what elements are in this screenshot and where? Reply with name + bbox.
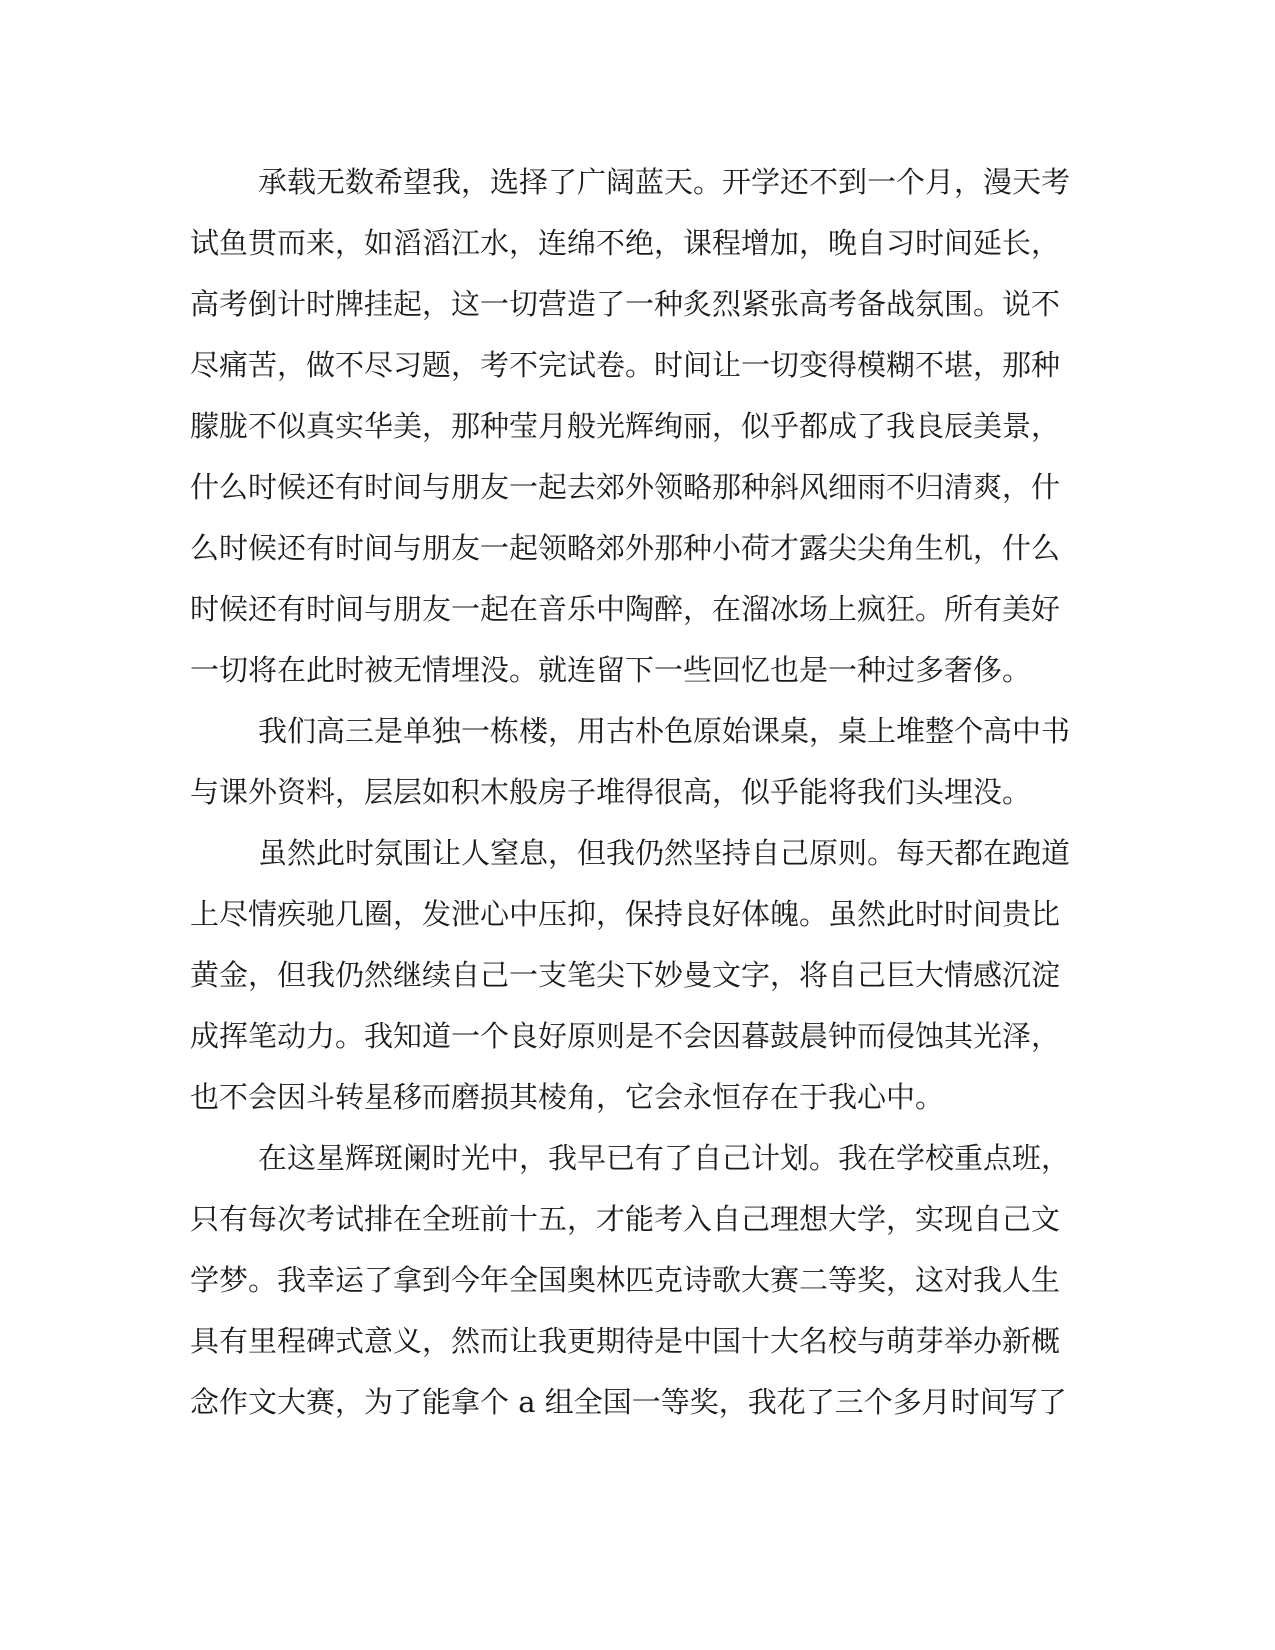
text-line: 时候还有时间与朋友一起在音乐中陶醉，在溜冰场上疯狂。所有美好 xyxy=(190,592,1061,626)
text-line: 尽痛苦，做不尽习题，考不完试卷。时间让一切变得模糊不堪，那种 xyxy=(190,348,1061,382)
text-line: 具有里程碑式意义，然而让我更期待是中国十大名校与萌芽举办新概 xyxy=(190,1324,1061,1358)
text-line: 只有每次考试排在全班前十五，才能考入自己理想大学，实现自己文 xyxy=(190,1202,1061,1236)
text-line: 学梦。我幸运了拿到今年全国奥林匹克诗歌大赛二等奖，这对我人生 xyxy=(190,1263,1061,1297)
text-line: 一切将在此时被无情埋没。就连留下一些回忆也是一种过多奢侈。 xyxy=(190,653,1032,687)
text-line: 什么时候还有时间与朋友一起去郊外领略那种斜风细雨不归清爽，什 xyxy=(190,470,1061,504)
text-line: 虽然此时氛围让人窒息，但我仍然坚持自己原则。每天都在跑道 xyxy=(258,836,1071,870)
text-line: 在这星辉斑阑时光中，我早已有了自己计划。我在学校重点班， xyxy=(258,1141,1071,1175)
text-line: 承载无数希望我，选择了广阔蓝天。开学还不到一个月，漫天考 xyxy=(258,165,1071,199)
text-line: 成挥笔动力。我知道一个良好原则是不会因暮鼓晨钟而侵蚀其光泽， xyxy=(190,1019,1061,1053)
text-line: 与课外资料，层层如积木般房子堆得很高，似乎能将我们头埋没。 xyxy=(190,775,1032,809)
paragraph-2 xyxy=(190,701,1070,823)
text-line: 试鱼贯而来，如滔滔江水，连绵不绝，课程增加，晚自习时间延长， xyxy=(190,226,1061,260)
text-line: 黄金，但我仍然继续自己一支笔尖下妙曼文字，将自己巨大情感沉淀 xyxy=(190,958,1061,992)
paragraph-3 xyxy=(190,823,1070,1128)
text-line: 我们高三是单独一栋楼，用古朴色原始课桌，桌上堆整个高中书 xyxy=(258,714,1071,748)
paragraph-4 xyxy=(190,1128,1070,1433)
text-line: 也不会因斗转星移而磨损其棱角，它会永恒存在于我心中。 xyxy=(190,1080,945,1114)
text-line: 上尽情疾驰几圈，发泄心中压抑，保持良好体魄。虽然此时时间贵比 xyxy=(190,897,1061,931)
text-line: 高考倒计时牌挂起，这一切营造了一种炙烈紧张高考备战氛围。说不 xyxy=(190,287,1061,321)
paragraph-1 xyxy=(190,152,1070,701)
text-line: 念作文大赛，为了能拿个 a 组全国一等奖，我花了三个多月时间写了 xyxy=(190,1385,1067,1419)
document-page xyxy=(190,152,1070,1433)
text-line: 么时候还有时间与朋友一起领略郊外那种小荷才露尖尖角生机，什么 xyxy=(190,531,1061,565)
text-line: 朦胧不似真实华美，那种莹月般光辉绚丽，似乎都成了我良辰美景， xyxy=(190,409,1061,443)
